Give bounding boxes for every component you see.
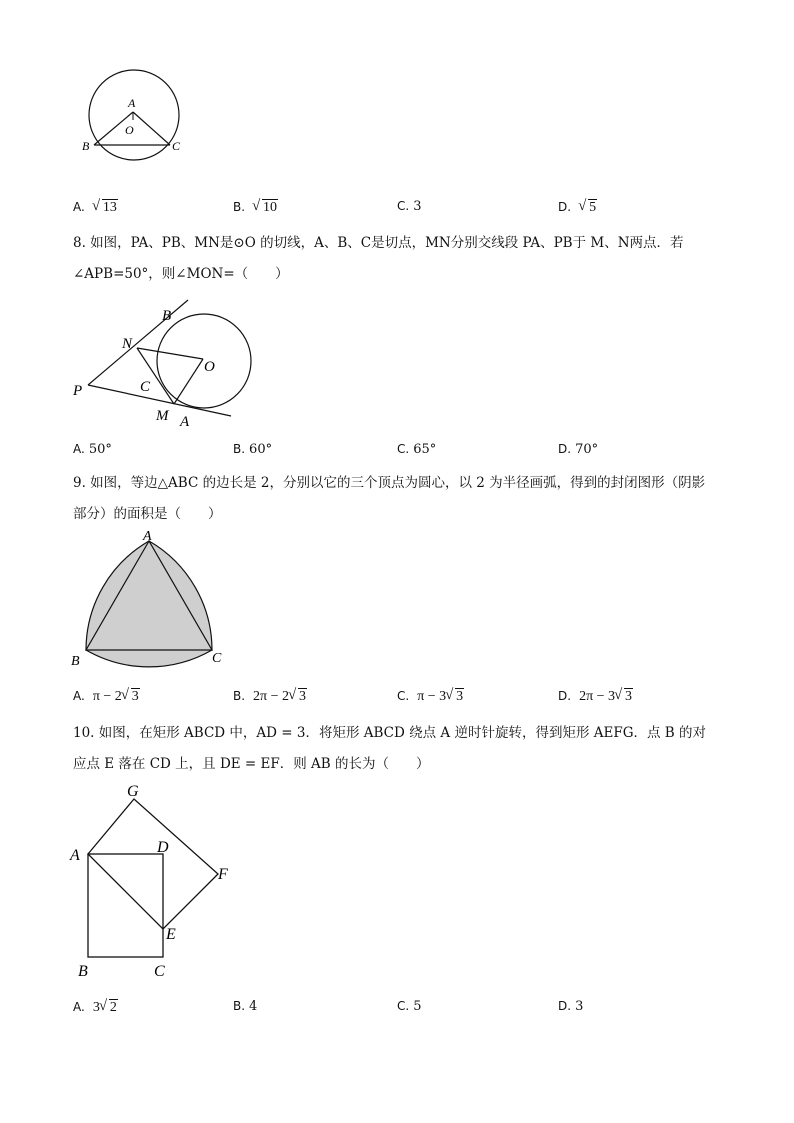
q7-segment-ac: [133, 112, 170, 145]
q9-option-a: [73, 688, 140, 705]
sqrt-symbol: [100, 999, 118, 1016]
q8-text-line2: ∠APB=50°，则∠MON=（ ）: [73, 266, 289, 282]
q7-circle: [89, 70, 179, 160]
q8-label-p: P: [73, 383, 83, 399]
option-prefix: π − 3: [417, 689, 447, 704]
q7-label-o: O: [125, 123, 134, 137]
q10-label-e: E: [166, 926, 176, 943]
q10-option-b: [233, 999, 257, 1014]
option-value: 4: [249, 999, 258, 1014]
q7-option-a: [73, 199, 118, 216]
option-value: 70°: [575, 442, 599, 457]
q8-option-b: [233, 442, 272, 457]
q10-text-line2: 应点 E 落在 CD 上，且 DE = EF．则 AB 的长为（ ）: [73, 756, 430, 772]
q8-text-line1: 8. 如图，PA、PB、MN是⊙O 的切线，A、B、C是切点，MN分别交线段 PA、PB于 M、N两点．若: [73, 235, 684, 251]
sqrt-symbol: [93, 199, 118, 216]
option-letter: D.: [558, 689, 572, 703]
q10-option-d: [558, 999, 583, 1014]
q7-option-b: [233, 199, 278, 216]
radicand: 3: [299, 689, 307, 704]
q7-label-a: A: [128, 96, 136, 110]
q9-reuleaux-shaded-region: [86, 541, 212, 667]
q10-label-a: A: [70, 847, 80, 864]
option-value: 60°: [249, 442, 273, 457]
option-value: 65°: [413, 442, 437, 457]
option-letter: A.: [73, 1000, 85, 1014]
option-letter: B.: [233, 689, 246, 703]
q10-label-d: D: [157, 839, 169, 856]
q8-tangent-pb: [88, 300, 188, 385]
q8-segment-mo: [174, 359, 203, 404]
radicand: 5: [589, 200, 597, 215]
sqrt-symbol: [253, 199, 278, 216]
q9-option-b: [233, 688, 307, 705]
q8-figure: [70, 300, 250, 430]
option-letter: D.: [558, 200, 572, 214]
option-prefix: π − 2: [92, 689, 122, 704]
radicand: 2: [109, 1000, 117, 1015]
sqrt-symbol: [579, 199, 597, 216]
radicand: 3: [625, 689, 633, 704]
q8-label-n: N: [122, 336, 133, 352]
q7-option-c: [397, 199, 421, 214]
option-letter: C.: [397, 199, 410, 213]
q10-rectangle-aefg: [88, 799, 218, 929]
option-prefix: 2π − 2: [253, 689, 290, 704]
q10-option-c: [397, 999, 421, 1014]
q9-label-a: A: [143, 529, 152, 544]
q8-label-a: A: [180, 414, 190, 430]
option-letter: C.: [397, 442, 410, 456]
option-value: 50°: [88, 442, 112, 457]
q10-label-g: G: [127, 783, 139, 800]
q8-option-c: [397, 442, 436, 457]
q9-option-d: [558, 688, 633, 705]
q8-label-o: O: [204, 359, 215, 375]
option-value: 3: [575, 999, 584, 1014]
option-letter: D.: [558, 442, 572, 456]
q9-label-b: B: [71, 654, 80, 669]
option-letter: A.: [73, 442, 85, 456]
q10-figure: [66, 778, 246, 983]
q8-label-c: C: [140, 379, 151, 395]
option-prefix: 3: [92, 1000, 100, 1015]
option-letter: C.: [397, 689, 410, 703]
q10-label-b: B: [78, 963, 88, 980]
radicand: 10: [263, 200, 278, 215]
radicand: 3: [456, 689, 464, 704]
q7-label-c: C: [172, 139, 181, 153]
option-value: 5: [413, 999, 422, 1014]
q8-option-d: [558, 442, 598, 457]
sqrt-symbol: [446, 688, 464, 705]
option-letter: B.: [233, 999, 246, 1013]
option-letter: C.: [397, 999, 410, 1013]
q8-tangent-mn: [137, 348, 174, 404]
q7-figure: [70, 68, 210, 168]
q8-label-b: B: [162, 308, 172, 324]
q9-text-line2: 部分）的面积是（ ）: [73, 506, 222, 522]
option-letter: A.: [73, 689, 85, 703]
sqrt-symbol: [615, 688, 633, 705]
option-letter: A.: [73, 200, 85, 214]
option-letter: B.: [233, 442, 246, 456]
q10-label-f: F: [218, 866, 228, 883]
q9-label-c: C: [212, 651, 222, 666]
sqrt-symbol: [122, 688, 140, 705]
radicand: 3: [131, 689, 139, 704]
q10-label-c: C: [154, 963, 165, 980]
radicand: 13: [102, 200, 117, 215]
q8-segment-no: [137, 348, 203, 359]
q7-option-d: [558, 199, 597, 216]
option-value: 3: [413, 199, 422, 214]
q9-text-line1: 9. 如图，等边△ABC 的边长是 2，分别以它的三个顶点为圆心，以 2 为半径画弧，得到的封闭图形（阴影: [73, 475, 706, 491]
q8-option-a: [73, 442, 112, 457]
option-prefix: 2π − 3: [579, 689, 616, 704]
q9-option-c: [397, 688, 464, 705]
q10-rectangle-abcd: [88, 854, 163, 957]
q7-label-b: B: [82, 139, 90, 153]
q8-label-m: M: [156, 408, 169, 424]
option-letter: D.: [558, 999, 572, 1013]
sqrt-symbol: [289, 688, 307, 705]
q10-option-a: [73, 999, 118, 1016]
q9-figure: [66, 526, 236, 671]
q10-text-line1: 10. 如图，在矩形 ABCD 中，AD = 3．将矩形 ABCD 绕点 A 逆时针旋转，得到矩形 AEFG．点 B 的对: [73, 725, 707, 741]
option-letter: B.: [233, 200, 246, 214]
